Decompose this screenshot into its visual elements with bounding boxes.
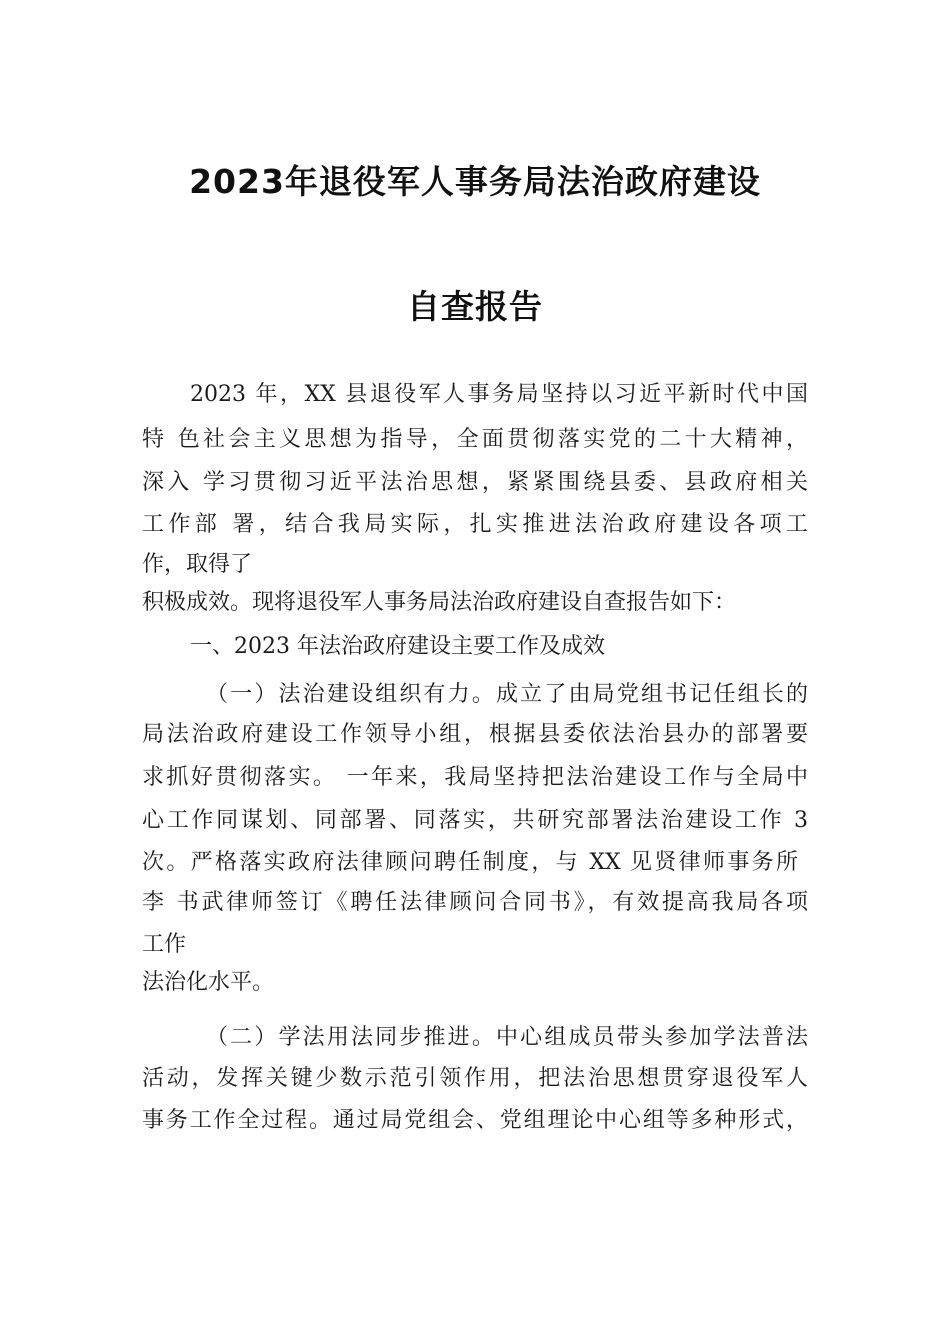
paragraph-3-line-3: 事务工作全过程。通过局党组会、党组理论中心组等多种形式，: [142, 1108, 808, 1133]
paragraph-1-line-5: 作，取得了: [142, 552, 253, 577]
paragraph-1-line-3: 深入 学习贯彻习近平法治思想，紧紧围绕县委、县政府相关: [142, 470, 808, 495]
paragraph-2-line-3: 求抓好贯彻落实。 一年来，我局坚持把法治建设工作与全局中: [142, 765, 808, 790]
paragraph-1-line-6: 积极成效。现将退役军人事务局法治政府建设自查报告如下：: [142, 590, 737, 615]
paragraph-2-line-7: 工作: [142, 932, 187, 957]
paragraph-2-line-6: 李 书武律师签订《聘任法律顾问合同书》，有效提高我局各项: [142, 890, 808, 915]
paragraph-1-line-4: 工作部 署，结合我局实际，扎实推进法治政府建设各项工: [142, 512, 808, 537]
section-heading-1: 一、2023 年法治政府建设主要工作及成效: [190, 634, 605, 659]
paragraph-2-line-2: 局法治政府建设工作领导小组，根据县委依法治县办的部署要: [142, 722, 808, 747]
paragraph-3-line-2: 活动，发挥关键少数示范引领作用，把法治思想贯穿退役军人: [142, 1066, 808, 1091]
document-title-line-1: 2023年退役军人事务局法治政府建设: [189, 162, 761, 201]
paragraph-3-line-1: （二）学法用法同步推进。中心组成员带头参加学法普法: [206, 1025, 808, 1050]
document-title-line-2: 自查报告: [407, 287, 543, 326]
paragraph-2-line-8: 法治化水平。: [142, 970, 275, 995]
paragraph-2-line-4: 心工作同谋划、同部署、同落实，共研究部署法治建设工作 3: [142, 808, 808, 833]
paragraph-2-line-1: （一）法治建设组织有力。成立了由局党组书记任组长的: [206, 682, 808, 707]
paragraph-2-line-5: 次。严格落实政府法律顾问聘任制度，与 XX 见贤律师事务所: [142, 850, 798, 875]
paragraph-1-line-1: 2023 年，XX 县退役军人事务局坚持以习近平新时代中国: [190, 382, 808, 407]
paragraph-1-line-2: 特 色社会主义思想为指导，全面贯彻落实党的二十大精神，: [142, 427, 808, 452]
